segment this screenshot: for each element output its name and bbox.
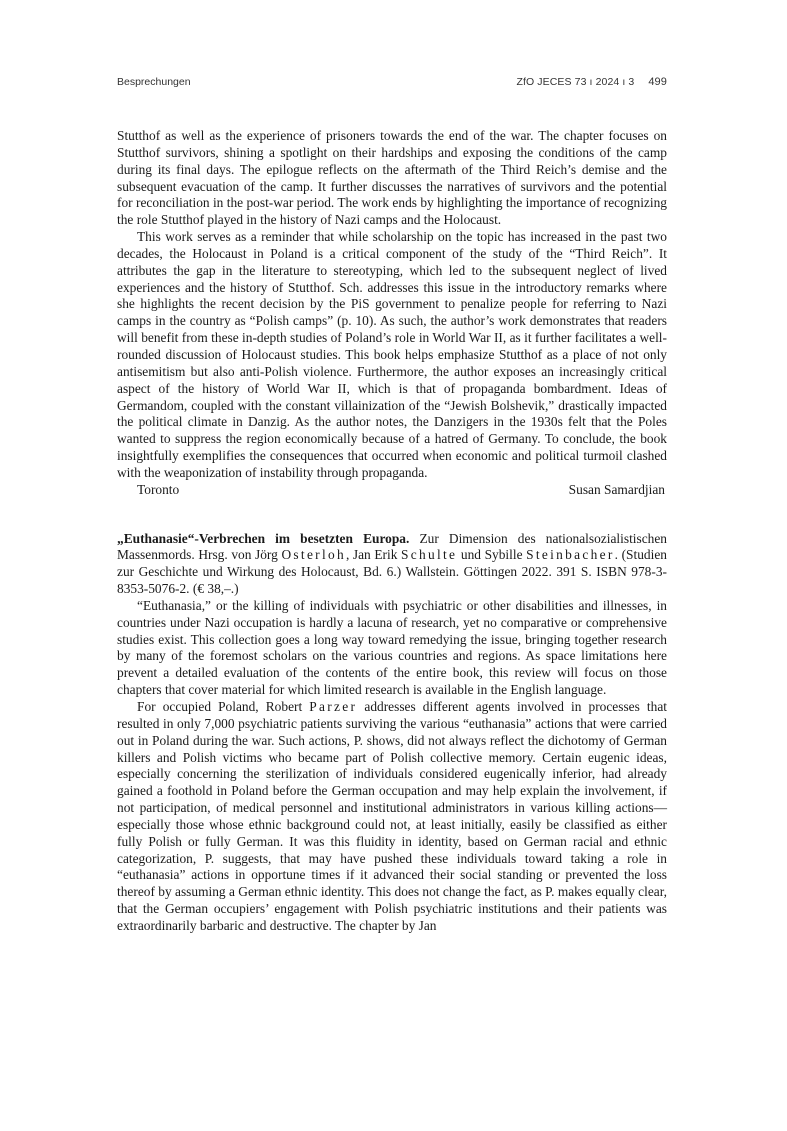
paragraph-lead: For occupied Poland, Robert	[137, 699, 303, 714]
book-subtitle: Zur Dimension des nationalsozialistischen Massenmords. Hrsg. von Jörg	[117, 530, 667, 563]
paragraph-text: addresses different agents involved in processes that resulted in only 7,000 psychiatric patients surviving the various “euthanasia” actions that were carried out in Poland during the war. Such actions, P. shows, did not always reflect the dichotomy of German killers and Polish victims who became part of Polish collective memory. Certain eugenic ideas, especially concerning the sterilization of individuals considered eugenically inferior, had already gained a foothold in Poland before the German occupation and may help explain the involvement, if not participation, of medical personnel and institutional administrators in various killing actions—especially those whose ethnic background could not, at least initially, easily be classified as either fully Polish or fully German. It was this fluidity in identity, based on German racial and ethnic categorization, P. suggests, that may have pushed these individuals toward taking a role in “euthanasia” actions in opportune times if it advanced their social standing or prevented the loss thereof by assuming a German ethnic identity. This does not change the fact, as P. makes equally clear, that the German occupiers’ engagement with Polish psychiatric institutions and their patients was extraordinarily barbaric and destructive. The chapter by Jan	[117, 699, 667, 933]
review2-paragraph-1: “Euthanasia,” or the killing of individuals with psychiatric or other disabilities and illnesses, in countries under Nazi occupation is hardly a lacuna of research, yet no comparative or comprehensive studies exist. This collection goes a long way toward remedying the issue, bringing together research by many of the foremost scholars on the various countries and regions. As space limitations here prevent a detailed evaluation of the contents of the entire book, this review will focus on those chapters that cover material for which limited research is available in the English language.	[117, 597, 667, 698]
editor-name: Steinbacher	[526, 547, 615, 563]
page-body	[117, 128, 667, 935]
bibliographic-details: . (Studien zur Geschichte und Wirkung des Holocaust, Bd. 6.) Wallstein. Göttingen 2022. 391 S. ISBN 978-3-8353-5076-2. (€ 38,–.)	[117, 547, 667, 597]
reviewer-place: Toronto	[137, 481, 180, 497]
editor-separator: und Sybille	[460, 547, 523, 563]
editor-name: Schulte	[401, 547, 458, 563]
reviewer-name: Susan Samardjian	[568, 481, 665, 497]
journal-label: ZfO JECES 73 ı 2024 ı 3	[516, 76, 635, 88]
journal-info	[516, 76, 667, 88]
review1-paragraph-2: This work serves as a reminder that while scholarship on the topic has increased in the past two decades, the Holocaust in Poland is a critical component of the study of the “Third Reich”. It attributes the gap in the literature to stereotyping, which led to the subsequent neglect of lived experiences and the history of Stutthof. Sch. addresses this issue in the introductory remarks where she highlights the recent decision by the PiS government to penalize people for referring to Nazi camps in the country as “Polish camps” (p. 10). As such, the author’s work demonstrates that readers will benefit from these in-depth studies of Poland’s role in World War II, as it further facilitates a well-rounded discussion of Holocaust studies. This book helps emphasize Stutthof as a place of not only antisemitism but also anti-Polish violence. Furthermore, the author exposes an increasingly critical aspect of the history of World War II, which is that of propaganda bombardment. Ideas of Germandom, coupled with the constant villainization of the “Jewish Bolshevik,” drastically impacted the political climate in Danzig. As the author notes, the Danzigers in the 1930s felt that the Poles wanted to suppress the region economically because of a hatred of Germany. To conclude, the book insightfully exemplifies the consequences that occurred when economic and political turmoil clashed with the weaponization of instability through propaganda.	[117, 229, 667, 480]
review1-paragraph-1: Stutthof as well as the experience of prisoners towards the end of the war. The chapter focuses on Stutthof survivors, shining a spotlight on their hardships and exposing the conditions of the camp during its final days. The epilogue reflects on the aftermath of the Third Reich’s demise and the subsequent evacuation of the camp. It further discusses the narratives of survivors and the potential for reconciliation in the post-war period. The work ends by highlighting the importance of recognizing the role Stutthof played in the history of Nazi camps and the Holocaust.	[117, 128, 667, 228]
review2-paragraph-2	[117, 699, 667, 935]
editor-separator: , Jan Erik	[345, 547, 398, 563]
review-separator	[117, 499, 667, 531]
editor-name: Osterloh	[281, 547, 346, 563]
review2-bibliographic-entry	[117, 531, 667, 598]
section-label: Besprechungen	[117, 76, 191, 88]
chapter-author-name: Parzer	[309, 699, 358, 714]
page-number: 499	[648, 76, 667, 88]
book-title: „Euthanasie“-Verbrechen im besetzten Europa.	[117, 530, 410, 546]
review1-signature	[117, 482, 667, 499]
running-header	[117, 76, 667, 92]
